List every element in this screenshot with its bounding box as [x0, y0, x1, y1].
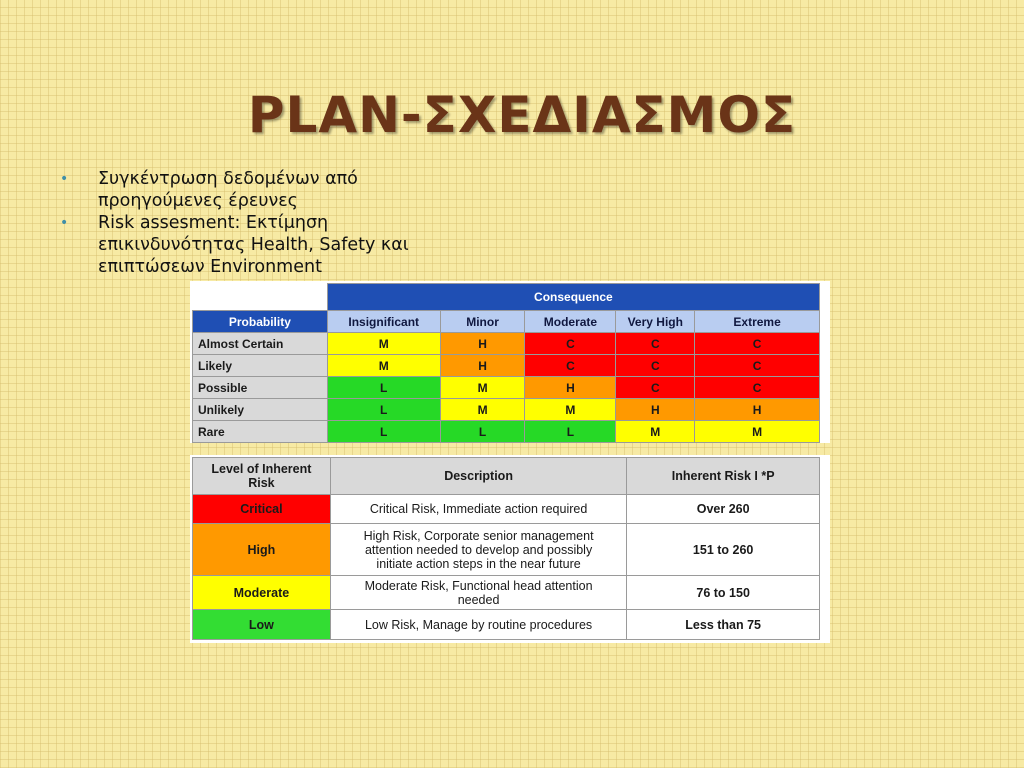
risk-cell: C: [525, 355, 616, 377]
risk-cell: C: [695, 333, 820, 355]
risk-cell: C: [525, 333, 616, 355]
bullet-text-line: προηγούμενες έρευνες: [98, 191, 298, 211]
consequence-col-header: Extreme: [695, 311, 820, 333]
risk-cell: H: [616, 399, 695, 421]
consequence-header: Consequence: [327, 284, 819, 311]
risk-range: 151 to 260: [627, 524, 820, 576]
bullet-text-line: Συγκέντρωση δεδομένων από: [98, 169, 358, 189]
probability-row-label: Possible: [193, 377, 328, 399]
risk-cell: H: [525, 377, 616, 399]
bullet-dot-icon: •: [60, 215, 69, 231]
risk-cell: M: [525, 399, 616, 421]
matrix-row: [193, 421, 820, 443]
risk-cell: M: [616, 421, 695, 443]
consequence-col-header: Insignificant: [327, 311, 440, 333]
matrix-row: [193, 399, 820, 421]
slide-title: PLAN-ΣΧΕΔΙΑΣΜΟΣ: [247, 86, 797, 144]
risk-cell: H: [695, 399, 820, 421]
risk-cell: L: [440, 421, 525, 443]
risk-level-label: Low: [193, 610, 331, 640]
risk-cell: C: [695, 355, 820, 377]
risk-cell: M: [695, 421, 820, 443]
risk-level-label: Critical: [193, 495, 331, 524]
probability-header: Probability: [193, 311, 328, 333]
risk-cell: M: [327, 333, 440, 355]
risk-description-line: initiate action steps in the near future: [376, 556, 581, 571]
risk-legend-table: [192, 457, 820, 640]
legend-row: [193, 576, 820, 610]
risk-cell: M: [327, 355, 440, 377]
risk-cell: L: [327, 421, 440, 443]
risk-description-line: needed: [457, 592, 500, 607]
risk-level-label: High: [193, 524, 331, 576]
risk-cell: M: [440, 399, 525, 421]
inherent-risk-header: Inherent Risk I *P: [627, 458, 820, 495]
bullet-text-line: επικινδυνότητας Health, Safety και: [98, 235, 409, 255]
description-header: Description: [330, 458, 626, 495]
risk-description: [330, 524, 626, 576]
legend-row: [193, 495, 820, 524]
probability-row-label: Rare: [193, 421, 328, 443]
risk-cell: C: [616, 355, 695, 377]
consequence-col-header: Very High: [616, 311, 695, 333]
consequence-col-header: Moderate: [525, 311, 616, 333]
risk-cell: C: [616, 333, 695, 355]
risk-matrix-image: [190, 281, 830, 443]
risk-cell: C: [616, 377, 695, 399]
probability-row-label: Likely: [193, 355, 328, 377]
matrix-corner: [193, 284, 328, 311]
risk-description-line: High Risk, Corporate senior management: [363, 528, 594, 543]
bullet-list: [60, 168, 480, 278]
risk-legend-image: [190, 455, 830, 643]
risk-matrix-table: [192, 283, 820, 443]
risk-description: [330, 576, 626, 610]
level-header: [193, 458, 331, 495]
legend-row: [193, 524, 820, 576]
risk-description: [330, 610, 626, 640]
risk-description-line: Moderate Risk, Functional head attention: [364, 578, 593, 593]
risk-cell: L: [327, 377, 440, 399]
consequence-col-header: Minor: [440, 311, 525, 333]
risk-level-label: Moderate: [193, 576, 331, 610]
risk-range: 76 to 150: [627, 576, 820, 610]
matrix-row: [193, 355, 820, 377]
bullet-text-line: Risk assesment: Εκτίμηση: [98, 213, 329, 233]
bullet-item: [60, 168, 480, 212]
risk-cell: C: [695, 377, 820, 399]
level-header-line: Level of Inherent: [211, 462, 312, 476]
level-header-line: Risk: [248, 476, 275, 490]
matrix-row: [193, 333, 820, 355]
risk-range: Less than 75: [627, 610, 820, 640]
bullet-text-line: επιπτώσεων Environment: [98, 257, 322, 277]
risk-description-line: Critical Risk, Immediate action required: [369, 502, 588, 516]
risk-description-line: attention needed to develop and possibly: [364, 542, 593, 557]
risk-cell: L: [327, 399, 440, 421]
probability-row-label: Almost Certain: [193, 333, 328, 355]
risk-cell: H: [440, 355, 525, 377]
bullet-item: [60, 212, 480, 278]
risk-cell: H: [440, 333, 525, 355]
legend-row: [193, 610, 820, 640]
bullet-dot-icon: •: [60, 171, 69, 187]
probability-row-label: Unlikely: [193, 399, 328, 421]
risk-range: Over 260: [627, 495, 820, 524]
risk-description-line: Low Risk, Manage by routine procedures: [364, 617, 593, 632]
risk-cell: M: [440, 377, 525, 399]
matrix-row: [193, 377, 820, 399]
risk-cell: L: [525, 421, 616, 443]
risk-description: [330, 495, 626, 524]
